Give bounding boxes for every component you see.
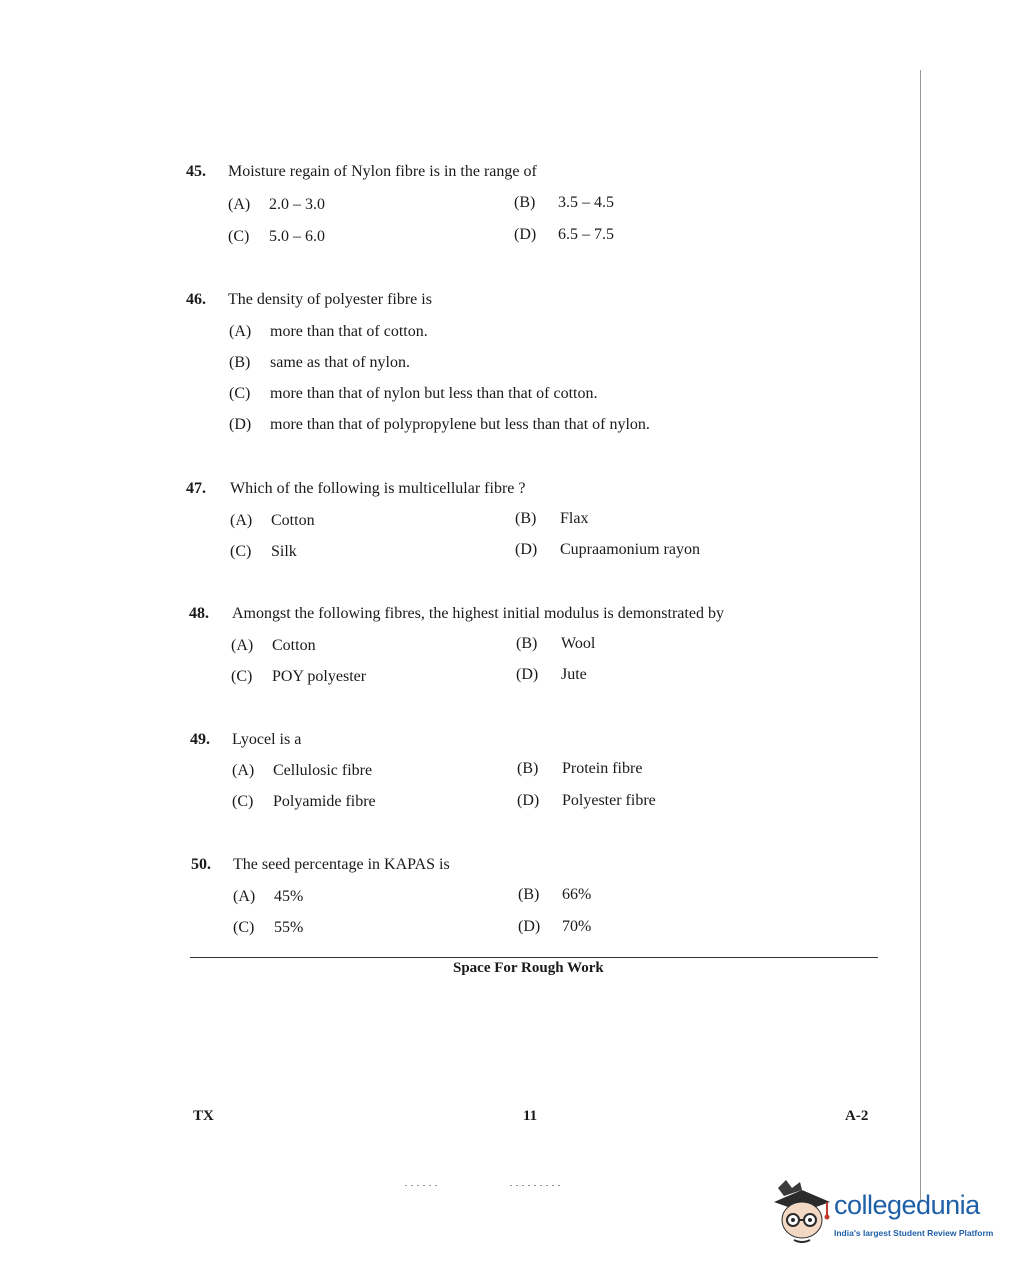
- question-50: [186, 856, 886, 878]
- option-b: (B) Wool: [516, 635, 596, 652]
- option-b: (B) Flax: [515, 510, 589, 527]
- question-number: 47.: [186, 480, 206, 497]
- option-a: (A) 2.0 – 3.0: [228, 196, 325, 213]
- scan-artifact: [405, 1185, 440, 1186]
- option-d: (D) Polyester fibre: [517, 792, 656, 809]
- question-number: 45.: [186, 163, 206, 180]
- question-text: Which of the following is multicellular fibre ?: [230, 480, 526, 497]
- question-text: The seed percentage in KAPAS is: [233, 856, 450, 873]
- question-46: [186, 291, 886, 313]
- watermark-name: collegedunia: [834, 1190, 980, 1220]
- option-b: (B) same as that of nylon.: [229, 354, 410, 371]
- option-b: (B) 3.5 – 4.5: [514, 194, 614, 211]
- question-text: Lyocel is a: [232, 731, 302, 748]
- watermark-tagline: India's largest Student Review Platform: [834, 1228, 994, 1238]
- question-number: 49.: [190, 731, 210, 748]
- footer-subject-code: TX: [193, 1108, 214, 1124]
- question-47: [186, 480, 886, 502]
- option-c: (C) Silk: [230, 543, 297, 560]
- option-c: (C) more than that of nylon but less than that of cotton.: [229, 385, 598, 402]
- footer-paper-code: A-2: [845, 1108, 869, 1124]
- question-49: [186, 731, 886, 753]
- option-c: (C) POY polyester: [231, 668, 367, 685]
- option-a: (A) Cotton: [230, 512, 315, 529]
- question-text: Amongst the following fibres, the highest initial modulus is demonstrated by: [232, 605, 724, 622]
- option-b: (B) 66%: [518, 886, 592, 903]
- option-c: (C) 55%: [233, 919, 304, 936]
- question-48: [186, 605, 886, 627]
- option-b: (B) Protein fibre: [517, 760, 643, 777]
- mascot-icon: [772, 1180, 832, 1250]
- option-d: (D) 6.5 – 7.5: [514, 226, 614, 243]
- rough-work-heading: Space For Rough Work: [453, 960, 604, 976]
- page-edge-line: [920, 70, 921, 1200]
- option-d: (D) Jute: [516, 666, 587, 683]
- option-a: (A) more than that of cotton.: [229, 323, 428, 340]
- scan-artifact: [510, 1185, 560, 1186]
- option-a: (A) 45%: [233, 888, 304, 905]
- option-c: (C) 5.0 – 6.0: [228, 228, 325, 245]
- footer-page-number: 11: [523, 1108, 538, 1124]
- question-text: Moisture regain of Nylon fibre is in the range of: [228, 163, 537, 180]
- question-45: [186, 163, 886, 185]
- option-d: (D) more than that of polypropylene but less than that of nylon.: [229, 416, 650, 433]
- option-a: (A) Cotton: [231, 637, 316, 654]
- divider-line: [190, 957, 878, 958]
- option-a: (A) Cellulosic fibre: [232, 762, 373, 779]
- option-d: (D) 70%: [518, 918, 592, 935]
- question-number: 46.: [186, 291, 206, 308]
- option-c: (C) Polyamide fibre: [232, 793, 376, 810]
- question-number: 50.: [191, 856, 211, 873]
- question-text: The density of polyester fibre is: [228, 291, 432, 308]
- option-d: (D) Cupraamonium rayon: [515, 541, 700, 558]
- collegedunia-watermark: [772, 1180, 1002, 1250]
- question-number: 48.: [189, 605, 209, 622]
